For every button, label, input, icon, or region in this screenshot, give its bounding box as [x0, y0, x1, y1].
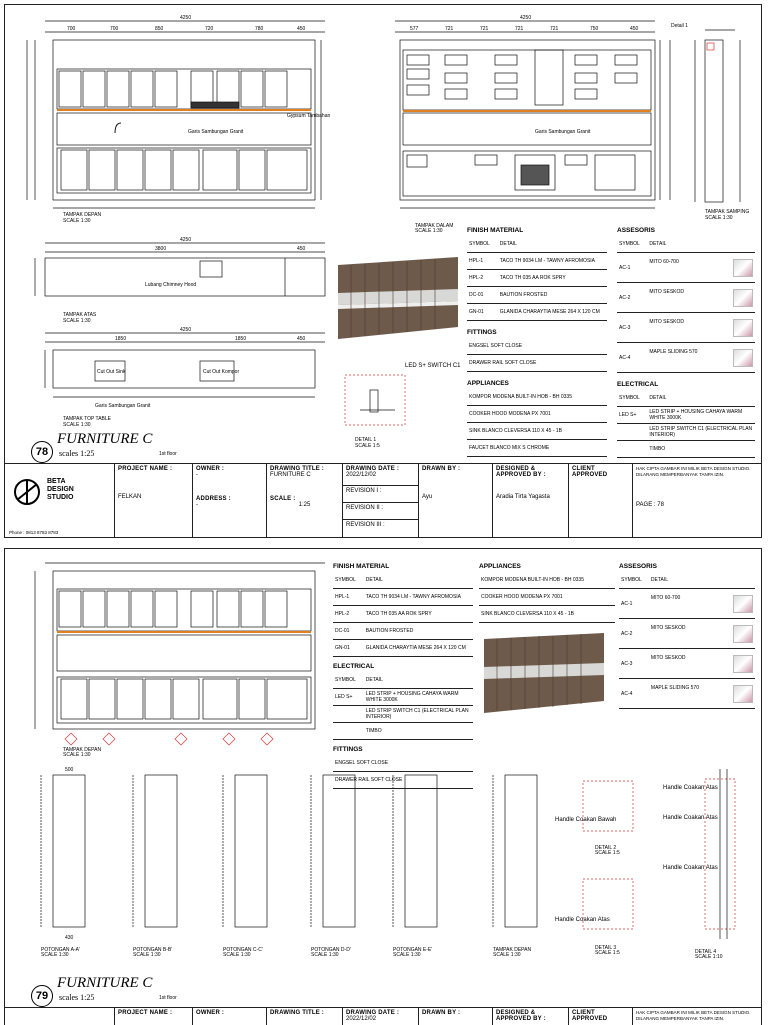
front-view-title: TAMPAK DEPAN	[63, 212, 102, 218]
title-block	[5, 463, 761, 538]
side-view-title-2: TAMPAK DEPAN	[493, 947, 532, 953]
cell-detail: TACO TH 9034 LM - TAWNY AFROMOSIA	[498, 253, 607, 270]
finish-material-table	[467, 227, 607, 457]
top-view-scale: SCALE 1:30	[63, 318, 91, 324]
handle-atas-label-2: Handle Coakan Atas	[663, 785, 718, 791]
section-d-scale: SCALE 1:30	[311, 952, 339, 958]
sheet-number-badge-2: 79	[31, 985, 53, 1007]
project-name: FELKAN	[118, 494, 142, 500]
handle-atas-label: Handle Coakan Atas	[555, 917, 610, 923]
inner-dim-3: 721	[480, 26, 489, 32]
toptable-overall-dim: 4250	[180, 327, 192, 333]
sheet-title-2: FURNITURE C	[57, 975, 153, 991]
table-row	[467, 440, 607, 457]
designed-cell	[493, 464, 569, 538]
table-row	[333, 723, 473, 740]
project-cell	[115, 464, 193, 538]
sheet-scale: scales 1:25	[59, 449, 95, 458]
cell-symbol	[617, 441, 647, 458]
sheet-scale-2: scales 1:25	[59, 993, 95, 1002]
table-row	[333, 706, 473, 723]
kitchen-render-image-2	[479, 631, 609, 717]
cell-detail: KOMPOR MODENA BUILT-IN HOB - BH 0335	[479, 572, 615, 589]
table-row	[467, 270, 607, 287]
cell-detail: MITO SESKOD	[649, 288, 684, 295]
drawing-sheet-78	[4, 4, 762, 538]
table-row	[467, 304, 607, 321]
top-dim-2: 450	[297, 246, 306, 252]
table-row	[333, 623, 473, 640]
cell-detail: LED STRIP + HOUSING CAHAYA WARM WHITE 3000K	[647, 407, 755, 424]
cell-detail: SINK BLANCO CLEVERSA 110 X 45 - 1B	[467, 423, 607, 440]
cell-detail: TIMBO	[647, 441, 755, 458]
inner-dim-1: 577	[410, 26, 419, 32]
section-c-title: POTONGAN C-C'	[223, 947, 263, 953]
side-elevation	[695, 30, 740, 202]
table-head-symbol: SYMBOL	[467, 236, 498, 253]
page-number: PAGE : 78	[636, 502, 664, 508]
granite-joint-label: Garis Sambungan Granit	[188, 129, 244, 135]
table-head-symbol: SYMBOL	[333, 672, 364, 689]
designed-label: DESIGNED & APPROVED BY :	[496, 466, 546, 478]
revision-3: REVISION III :	[346, 522, 385, 528]
address-value: -	[196, 502, 198, 508]
section-b-title: POTONGAN B-B'	[133, 947, 173, 953]
cell-symbol: AC-1	[617, 253, 647, 283]
owner-value: -	[196, 472, 198, 478]
table-row	[617, 407, 755, 424]
cell-symbol: AC-4	[619, 679, 649, 709]
scale-label: SCALE :	[270, 496, 296, 502]
inner-dim-7: 450	[630, 26, 639, 32]
table-head-detail: DETAIL	[649, 572, 755, 589]
table-row	[333, 606, 473, 623]
assesoris-table-2	[619, 563, 755, 709]
table-head-symbol: SYMBOL	[617, 236, 647, 253]
studio-logo-icon	[13, 478, 41, 506]
detail3-title: DETAIL 3	[595, 945, 617, 951]
appliances-table-2	[479, 563, 615, 623]
side-view-title: TAMPAK SAMPING	[705, 209, 750, 215]
top-view-title: TAMPAK ATAS	[63, 312, 97, 318]
electrical-title: ELECTRICAL	[617, 381, 659, 388]
front-dim-2: 700	[110, 26, 119, 32]
section-a-dim-bottom: 430	[65, 935, 74, 941]
drawing-title-label: DRAWING TITLE :	[270, 466, 324, 472]
front-view-scale-2: SCALE 1:30	[63, 752, 91, 758]
copyright-note-2: HAK CIPTA GAMBAR INI MILIK BETA DESIGN STUDIO. DILARANG MEMPERBANYAK TANPA IZIN.	[636, 1010, 751, 1021]
cell-symbol: GN-01	[333, 640, 364, 657]
handle-atas-label-4: Handle Coakan Atas	[663, 865, 718, 871]
table-row	[619, 589, 755, 619]
fittings-title: FITTINGS	[333, 746, 363, 753]
cell-detail: MITO 60-700	[649, 258, 679, 265]
section-a-scale: SCALE 1:30	[41, 952, 69, 958]
sink-cutout-label: Cut Out Sink	[97, 369, 126, 375]
table-row	[617, 343, 755, 373]
client-approved-label-2: CLIENT APPROVED	[572, 1010, 608, 1022]
inner-view-title: TAMPAK DALAM	[415, 223, 454, 229]
table-head-detail: DETAIL	[647, 236, 755, 253]
cell-detail: MITO SESKOD	[650, 654, 686, 661]
table-head-symbol: SYMBOL	[619, 572, 649, 589]
cell-detail: MITO SESKOD	[649, 318, 684, 325]
kitchen-render-image	[333, 255, 463, 345]
notes-cell	[633, 464, 761, 538]
top-overall-dim: 4250	[180, 237, 192, 243]
table-head-detail: DETAIL	[364, 572, 473, 589]
cell-symbol	[617, 424, 647, 441]
accessory-photo	[733, 349, 753, 367]
detail4-title: DETAIL 4	[695, 949, 717, 955]
section-e-title: POTONGAN E-E'	[393, 947, 433, 953]
detail2-title: DETAIL 2	[595, 845, 617, 851]
owner-label-2: OWNER :	[196, 1010, 225, 1016]
cell-detail: MITO SESKOD	[650, 624, 686, 631]
cell-symbol: AC-2	[617, 283, 647, 313]
table-row	[333, 589, 473, 606]
cell-symbol: LED S+	[617, 407, 647, 424]
studio-logo-cell	[5, 464, 115, 538]
studio-phone: Phone : 0813 8783 8783	[9, 530, 59, 535]
cell-symbol: AC-3	[617, 313, 647, 343]
revision-cell	[343, 464, 419, 538]
table-row	[467, 389, 607, 406]
electrical-title: ELECTRICAL	[333, 663, 375, 670]
accessory-photo	[733, 685, 753, 703]
cell-detail: MAPLE SLIDING 570	[649, 348, 698, 355]
sheet-number-badge: 78	[31, 441, 53, 463]
side-view-scale: SCALE 1:30	[705, 215, 733, 221]
table-row	[467, 423, 607, 440]
table-row	[619, 679, 755, 709]
table-row	[467, 355, 607, 372]
gypsum-label: Gypsum Tambahan	[287, 113, 331, 119]
drawing-sheet-79	[4, 548, 762, 1025]
cell-detail: MAPLE SLIDING 570	[650, 684, 699, 691]
table-row	[617, 441, 755, 458]
section-markers	[65, 733, 273, 745]
cell-symbol: AC-2	[619, 619, 649, 649]
sheet-floor: 1st floor	[159, 451, 177, 457]
cell-detail: GLANIDA CHARAYTIA MESE 264 X 120 CM	[364, 640, 473, 657]
top-dim-1: 3800	[155, 246, 167, 252]
handle-bawah-label: Handle Coakan Bawah	[555, 817, 617, 823]
cell-detail: DRAWER RAIL SOFT CLOSE	[467, 355, 607, 372]
detail3-scale: SCALE 1:5	[595, 950, 620, 956]
table-row	[333, 689, 473, 706]
cell-detail: COOKER HOOD MODENA PX 7001	[479, 589, 615, 606]
table-row	[479, 572, 615, 589]
accessory-photo	[733, 595, 753, 613]
table-row	[619, 619, 755, 649]
cell-detail: BAUTION FROSTED	[498, 287, 607, 304]
cell-detail: LED STRIP SWITCH C1 (ELECTRICAL PLAN INTERIOR)	[647, 424, 755, 441]
inner-view-scale: SCALE 1:30	[415, 228, 443, 234]
cell-detail: MITO 60-700	[650, 594, 681, 601]
detail4-scale: SCALE 1:10	[695, 954, 723, 960]
drawing-date-value-2: 2022/12/02	[346, 1016, 377, 1022]
top-view	[35, 243, 325, 296]
detail1-scale: SCALE 1:5	[355, 443, 380, 449]
table-row	[617, 424, 755, 441]
cell-detail: FAUCET BLANCO MIX S CHROME	[467, 440, 607, 457]
inner-dim-6: 750	[590, 26, 599, 32]
drawn-by-value: Ayu	[422, 494, 433, 500]
client-approved-label: CLIENT APPROVED	[572, 466, 608, 478]
project-name-label-2: PROJECT NAME :	[118, 1010, 173, 1016]
table-row	[467, 253, 607, 270]
cell-symbol: HPL-2	[467, 270, 498, 287]
cell-symbol: AC-1	[619, 589, 649, 619]
cell-symbol: HPL-2	[333, 606, 364, 623]
front-dim-4: 720	[205, 26, 214, 32]
cell-detail: TACO TH 9034 LM - TAWNY AFROMOSIA	[364, 589, 473, 606]
appliances-title: APPLIANCES	[467, 380, 509, 387]
finish-material-title: FINISH MATERIAL	[333, 563, 390, 570]
table-row	[467, 406, 607, 423]
cell-symbol	[333, 723, 364, 740]
toptable-dim-3: 450	[297, 336, 306, 342]
table-row	[467, 287, 607, 304]
chimney-hole-label: Lubang Chimney Hood	[145, 282, 197, 288]
table-row	[479, 589, 615, 606]
cell-symbol: AC-4	[617, 343, 647, 373]
cell-symbol: LED S+	[333, 689, 364, 706]
title-block-2	[5, 1007, 761, 1025]
drawing-title-value: FURNITURE C	[270, 472, 311, 478]
section-a-title: POTONGAN A-A'	[41, 947, 80, 953]
cell-detail: TACO TH 035 AA ROK SPRY	[364, 606, 473, 623]
detail1-drawing	[345, 375, 405, 425]
front-view-scale: SCALE 1:30	[63, 218, 91, 224]
section-a-dim: 500	[65, 767, 74, 773]
drawing-title-label-2: DRAWING TITLE :	[270, 1010, 324, 1016]
table-row	[333, 755, 473, 772]
address-label: ADDRESS :	[196, 496, 231, 502]
table-row	[467, 338, 607, 355]
cell-detail: ENGSEL SOFT CLOSE	[467, 338, 607, 355]
finish-material-title: FINISH MATERIAL	[467, 227, 524, 234]
front-overall-dim: 4250	[180, 15, 192, 21]
front-elevation-2	[35, 563, 325, 729]
table-row	[617, 283, 755, 313]
drawing-title-cell	[267, 464, 343, 538]
cell-detail: BAUTION FROSTED	[364, 623, 473, 640]
cell-detail: TIMBO	[364, 723, 473, 740]
toptable-granite-joint-label: Garis Sambungan Granit	[95, 403, 151, 409]
top-table-view	[45, 333, 325, 397]
table-row	[617, 313, 755, 343]
front-dim-5: 780	[255, 26, 264, 32]
section-d-title: POTONGAN D-D'	[311, 947, 351, 953]
detail2-scale: SCALE 1:5	[595, 850, 620, 856]
cell-detail: COOKER HOOD MODENA PX 7001	[467, 406, 607, 423]
studio-name: BETA DESIGN STUDIO	[47, 478, 74, 501]
cell-detail: LED STRIP SWITCH C1 (ELECTRICAL PLAN INTERIOR)	[364, 706, 473, 723]
toptable-dim-2: 1850	[235, 336, 247, 342]
cell-detail: ENGSEL SOFT CLOSE	[333, 755, 473, 772]
front-dim-6: 450	[297, 26, 306, 32]
assesoris-title: ASSESORIS	[619, 563, 657, 570]
toptable-view-scale: SCALE 1:30	[63, 422, 91, 428]
front-dim-1: 700	[67, 26, 76, 32]
table-row	[333, 640, 473, 657]
sheet-floor-2: 1st floor	[159, 995, 177, 1001]
revision-2: REVISION II :	[343, 503, 418, 520]
stove-cutout-label: Cut Out Kompor	[203, 369, 240, 375]
detail1-tag: Detail 1	[671, 23, 688, 29]
inner-dim-2: 721	[445, 26, 454, 32]
section-b-scale: SCALE 1:30	[133, 952, 161, 958]
accessory-photo	[733, 259, 753, 277]
table-head-detail: DETAIL	[498, 236, 607, 253]
cell-symbol: GN-01	[467, 304, 498, 321]
accessory-photo	[733, 289, 753, 307]
owner-cell	[193, 464, 267, 538]
front-dim-3: 850	[155, 26, 164, 32]
drawing-date-value: 2022/12/02	[346, 472, 377, 478]
section-e-scale: SCALE 1:30	[393, 952, 421, 958]
detail1-title: DETAIL 1	[355, 437, 377, 443]
designed-label-2: DESIGNED & APPROVED BY :	[496, 1010, 546, 1022]
finish-material-table-2	[333, 563, 473, 789]
table-head-detail: DETAIL	[364, 672, 473, 689]
studio-logo-cell-2	[5, 1008, 115, 1025]
cell-detail: GLANIDA CHARAYTIA MESE 264 X 120 CM	[498, 304, 607, 321]
project-name-label: PROJECT NAME :	[118, 466, 173, 472]
table-head-symbol: SYMBOL	[333, 572, 364, 589]
cell-detail: SINK BLANCO CLEVERSA 110 X 45 - 1B	[479, 606, 615, 623]
fittings-title: FITTINGS	[467, 329, 497, 336]
inner-granite-joint-label: Garis Sambungan Granit	[535, 129, 591, 135]
designed-by-value: Aradia Tirta Yagasta	[496, 494, 550, 500]
front-elevation	[27, 21, 325, 208]
toptable-dim-1: 1850	[115, 336, 127, 342]
assesoris-title: ASSESORIS	[617, 227, 655, 234]
cell-symbol: HPL-1	[333, 589, 364, 606]
inner-overall-dim: 4250	[520, 15, 532, 21]
table-row	[617, 253, 755, 283]
cell-symbol	[333, 706, 364, 723]
drawn-by-cell	[419, 464, 493, 538]
drawn-by-label: DRAWN BY :	[422, 466, 461, 472]
table-row	[479, 606, 615, 623]
cell-symbol: DC-01	[333, 623, 364, 640]
table-head-detail: DETAIL	[647, 390, 755, 407]
owner-label: OWNER :	[196, 466, 225, 472]
cell-symbol: AC-3	[619, 649, 649, 679]
cell-symbol: HPL-1	[467, 253, 498, 270]
led-switch-label: LED S+ SWITCH C1	[405, 363, 461, 369]
copyright-note: HAK CIPTA GAMBAR INI MILIK BETA DESIGN STUDIO. DILARANG MEMPERBANYAK TANPA IZIN.	[636, 466, 751, 477]
detail4-drawing	[720, 769, 727, 939]
cell-symbol: DC-01	[467, 287, 498, 304]
drawn-by-label-2: DRAWN BY :	[422, 1010, 461, 1016]
drawing-date-label-2: DRAWING DATE :	[346, 1010, 400, 1016]
assesoris-table	[617, 227, 755, 458]
cell-detail: KOMPOR MODENA BUILT-IN HOB - BH 0335	[467, 389, 607, 406]
table-row	[333, 772, 473, 789]
inner-elevation	[395, 21, 670, 208]
handle-atas-label-3: Handle Coakan Atas	[663, 815, 718, 821]
cell-detail: LED STRIP + HOUSING CAHAYA WARM WHITE 3000K	[364, 689, 473, 706]
section-c-scale: SCALE 1:30	[223, 952, 251, 958]
cell-detail: DRAWER RAIL SOFT CLOSE	[333, 772, 473, 789]
inner-dim-5: 721	[550, 26, 559, 32]
accessory-photo	[733, 319, 753, 337]
cell-detail: TACO TH 035 AA ROK SPRY	[498, 270, 607, 287]
appliances-title: APPLIANCES	[479, 563, 521, 570]
inner-dim-4: 721	[515, 26, 524, 32]
toptable-view-title: TAMPAK TOP TABLE	[63, 416, 111, 422]
scale-value: 1:25	[298, 502, 311, 508]
accessory-photo	[733, 625, 753, 643]
sheet-title: FURNITURE C	[57, 431, 153, 447]
side-view-scale-2: SCALE 1:30	[493, 952, 521, 958]
table-row	[619, 649, 755, 679]
drawing-date-label: DRAWING DATE :	[346, 466, 400, 472]
front-view-title-2: TAMPAK DEPAN	[63, 747, 102, 753]
revision-1: REVISION I :	[343, 486, 418, 503]
client-cell	[569, 464, 633, 538]
accessory-photo	[733, 655, 753, 673]
section-elevations	[41, 775, 537, 927]
table-head-symbol: SYMBOL	[617, 390, 647, 407]
